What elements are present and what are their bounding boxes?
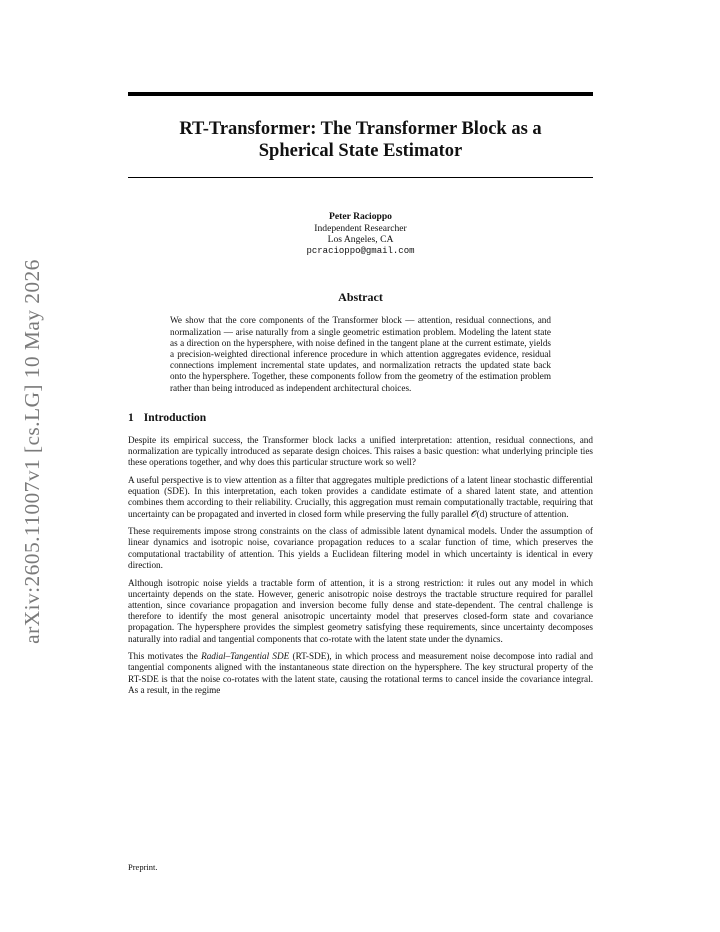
paragraph: Although isotropic noise yields a tractable form of attention, it is a strong restriction: it rules out any model in which uncertainty depends on the state. However, generic anisotropic noise destroys the tractable structure required for parallel attention, since covariance propagation and inversion become fully dense and state-dependent. The central challenge is therefore to identify the most general anisotropic uncertainty model that preserves closed-form state and covariance propagation. The hypersphere provides the simplest geometry satisfying these requirements, since uncertainty decomposes naturally into radial and tangential components that co-rotate with the latent state under the dynamics.: [128, 577, 593, 644]
paragraph: A useful perspective is to view attention as a filter that aggregates multiple predictions of a latent linear stochastic differential equation (SDE). In this interpretation, each token provides a candidate estimate of a shared latent state, and attention combines them according to their reliability. Crucially, this aggregation must remain computationally tractable, requiring that uncertainty can be propagated and inverted in closed form while preserving the fully parallel 𝒪(d) structure of attention.: [128, 474, 593, 519]
paper-title: [128, 118, 593, 162]
author-affiliation: Independent Researcher: [314, 222, 407, 234]
footer-note: Preprint.: [128, 862, 158, 872]
introduction-body: [128, 435, 593, 696]
arxiv-identifier-text: arXiv:2605.11007v1 [cs.LG] 10 May 2026: [19, 258, 44, 644]
section-number: 1: [128, 411, 134, 424]
emphasis-text: Radial–Tangential SDE: [201, 651, 290, 662]
paragraph: Despite its empirical success, the Transformer block lacks a unified interpretation: attention, residual connections, and normalization are typically introduced as separate design choices. This raises a basic question: what underlying principle ties these operations together, and why does this particular structure work so well?: [128, 434, 593, 468]
author-location: Los Angeles, CA: [327, 234, 394, 246]
author-block: [128, 211, 593, 257]
title-top-rule: [128, 92, 593, 96]
author-name: Peter Racioppo: [329, 211, 392, 222]
paper-page: [128, 92, 593, 703]
section-title: Introduction: [143, 411, 207, 424]
arxiv-identifier: [10, 256, 54, 646]
paper-title-line2: Spherical State Estimator: [258, 141, 463, 161]
paper-title-line1: RT-Transformer: The Transformer Block as a: [179, 119, 542, 139]
author-email: pcracioppo@gmail.com: [306, 245, 415, 256]
paragraph: These requirements impose strong constraints on the class of admissible latent dynamical models. Under the assumption of linear dynamics and isotropic noise, covariance propagation reduces to a scalar function of time, which preserves the computational tractability of attention. This yields a Euclidean filtering model in which uncertainty is identical in every direction.: [128, 526, 593, 570]
abstract-text: We show that the core components of the Transformer block — attention, residual connections, and normalization — arise naturally from a single geometric estimation problem. Modeling the latent state as a direction on the hypersphere, with noise defined in the tangent plane at the current estimate, yields a precision-weighted directional inference procedure in which attention aggregates evidence, residual connections implement incremental state updates, and normalization retracts the updated state back onto the hypersphere. Together, these components follow from the geometry of the estimation problem rather than being introduced as independent architectural choices.: [170, 315, 551, 393]
section-heading-introduction: [128, 412, 593, 424]
abstract-heading: Abstract: [338, 290, 383, 305]
paragraph: [128, 651, 593, 696]
title-bottom-rule: [128, 177, 593, 178]
paragraph-text: This motivates the: [128, 651, 202, 662]
paragraph-text: (RT-SDE), in which process and measurement noise decompose into radial and tangential components aligned with the instantaneous state direction on the hypersphere. The key structural property of the RT-SDE is that the noise co-rotates with the latent state, causing the rotational terms to cancel inside the covariance integral. As a result, in the regime: [128, 651, 593, 695]
